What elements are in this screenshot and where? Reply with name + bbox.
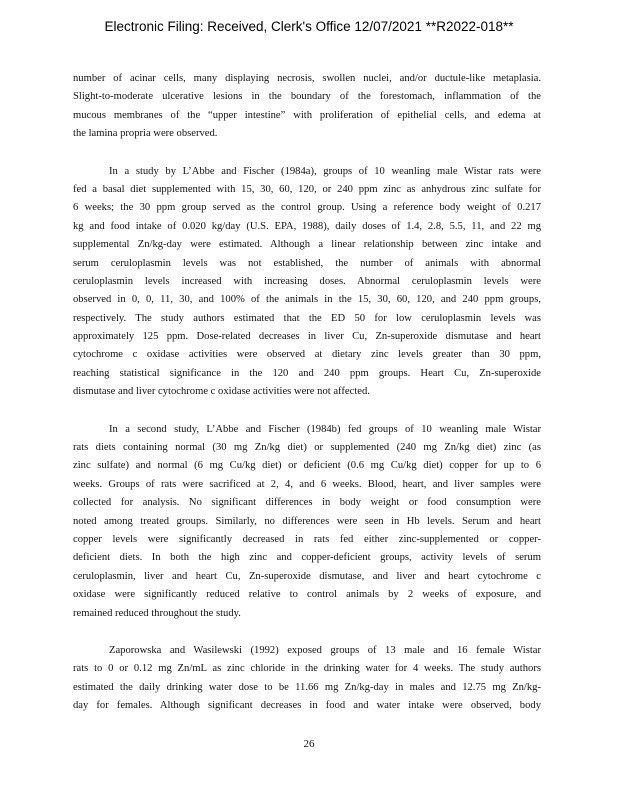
text-line: remained reduced throughout the study. [73,607,241,619]
text-line: oxidase were significantly reduced relative to control animals by 2 weeks of exposure, and [73,589,541,601]
text-line: cytochrome c oxidase activities were observed at dietary zinc levels greater than 30 ppm, [73,349,541,361]
text-line: zinc sulfate) and normal (6 mg Cu/kg diet) or deficient (0.6 mg Cu/kg diet) copper for up to 6 [73,460,541,472]
paragraph [73,421,541,623]
text-line: supplemental Zn/kg-day were estimated. Although a linear relationship between zinc intake and [73,239,541,251]
document-body [73,70,541,735]
text-line: deficient diets. In both the high zinc and copper-deficient groups, activity levels of serum [73,552,541,564]
text-line: approximately 125 ppm. Dose-related decreases in liver Cu, Zn-superoxide dismutase and heart [73,331,541,343]
filing-header: Electronic Filing: Received, Clerk's Office 12/07/2021 **R2022-018** [104,19,514,34]
text-line: dismutase and liver cytochrome c oxidase activities were not affected. [73,386,370,398]
text-line: serum ceruloplasmin levels was not established, the number of animals with abnormal [73,257,541,269]
text-line: mucous membranes of the “upper intestine” with proliferation of epithelial cells, and edema at [73,109,541,121]
text-line: fed a basal diet supplemented with 15, 30, 60, 120, or 240 ppm zinc as anhydrous zinc sulfate for [73,183,541,195]
text-line: reaching statistical significance in the 120 and 240 ppm groups. Heart Cu, Zn-superoxide [73,367,541,379]
text-line: In a second study, L’Abbe and Fischer (1984b) fed groups of 10 weanling male Wistar [109,423,541,435]
text-line: collected for analysis. No significant differences in body weight or food consumption were [73,497,541,509]
text-line: rats diets containing normal (30 mg Zn/kg diet) or supplemented (240 mg Zn/kg diet) zinc (as [73,442,541,454]
text-line: Zaporowska and Wasilewski (1992) exposed groups of 13 male and 16 female Wistar [109,644,541,656]
text-line: copper levels were significantly decreased in rats fed either zinc-supplemented or copper- [73,533,541,545]
text-line: kg and food intake of 0.020 kg/day (U.S. EPA, 1988), daily doses of 1.4, 2.8, 5.5, 11, and 22 mg [73,220,541,232]
text-line: observed in 0, 0, 11, 30, and 100% of the animals in the 15, 30, 60, 120, and 240 ppm groups, [73,294,541,306]
paragraph [73,70,541,144]
paragraph [73,163,541,402]
text-line: ceruloplasmin, liver and heart Cu, Zn-superoxide dismutase, and liver and heart cytochrome c [73,570,541,582]
text-line: respectively. The study authors estimated that the ED 50 for low ceruloplasmin levels was [73,312,541,324]
text-line: noted among treated groups. Similarly, no differences were seen in Hb levels. Serum and heart [73,515,541,527]
text-line: estimated the daily drinking water dose to be 11.66 mg Zn/kg-day in males and 12.75 mg Zn/kg- [73,681,541,693]
text-line: the lamina propria were observed. [73,128,218,140]
text-line: Slight-to-moderate ulcerative lesions in the boundary of the forestomach, inflammation of the [73,91,541,103]
text-line: number of acinar cells, many displaying necrosis, swollen nuclei, and/or ductule-like metaplasia. [73,73,541,84]
text-line: weeks. Groups of rats were sacrificed at 2, 4, and 6 weeks. Blood, heart, and liver samples were [73,478,541,490]
text-line: 6 weeks; the 30 ppm group served as the control group. Using a reference body weight of 0.217 [73,202,541,214]
text-line: day for females. Although significant decreases in food and water intake were observed, body [73,700,541,712]
paragraph [73,642,541,716]
text-line: In a study by L’Abbe and Fischer (1984a), groups of 10 weanling male Wistar rats were [109,165,541,177]
text-line: ceruloplasmin levels increased with increasing doses. Abnormal ceruloplasmin levels were [73,275,541,287]
text-line: rats to 0 or 0.12 mg Zn/mL as zinc chloride in the drinking water for 4 weeks. The study authors [73,663,541,675]
page-number: 26 [303,738,315,750]
